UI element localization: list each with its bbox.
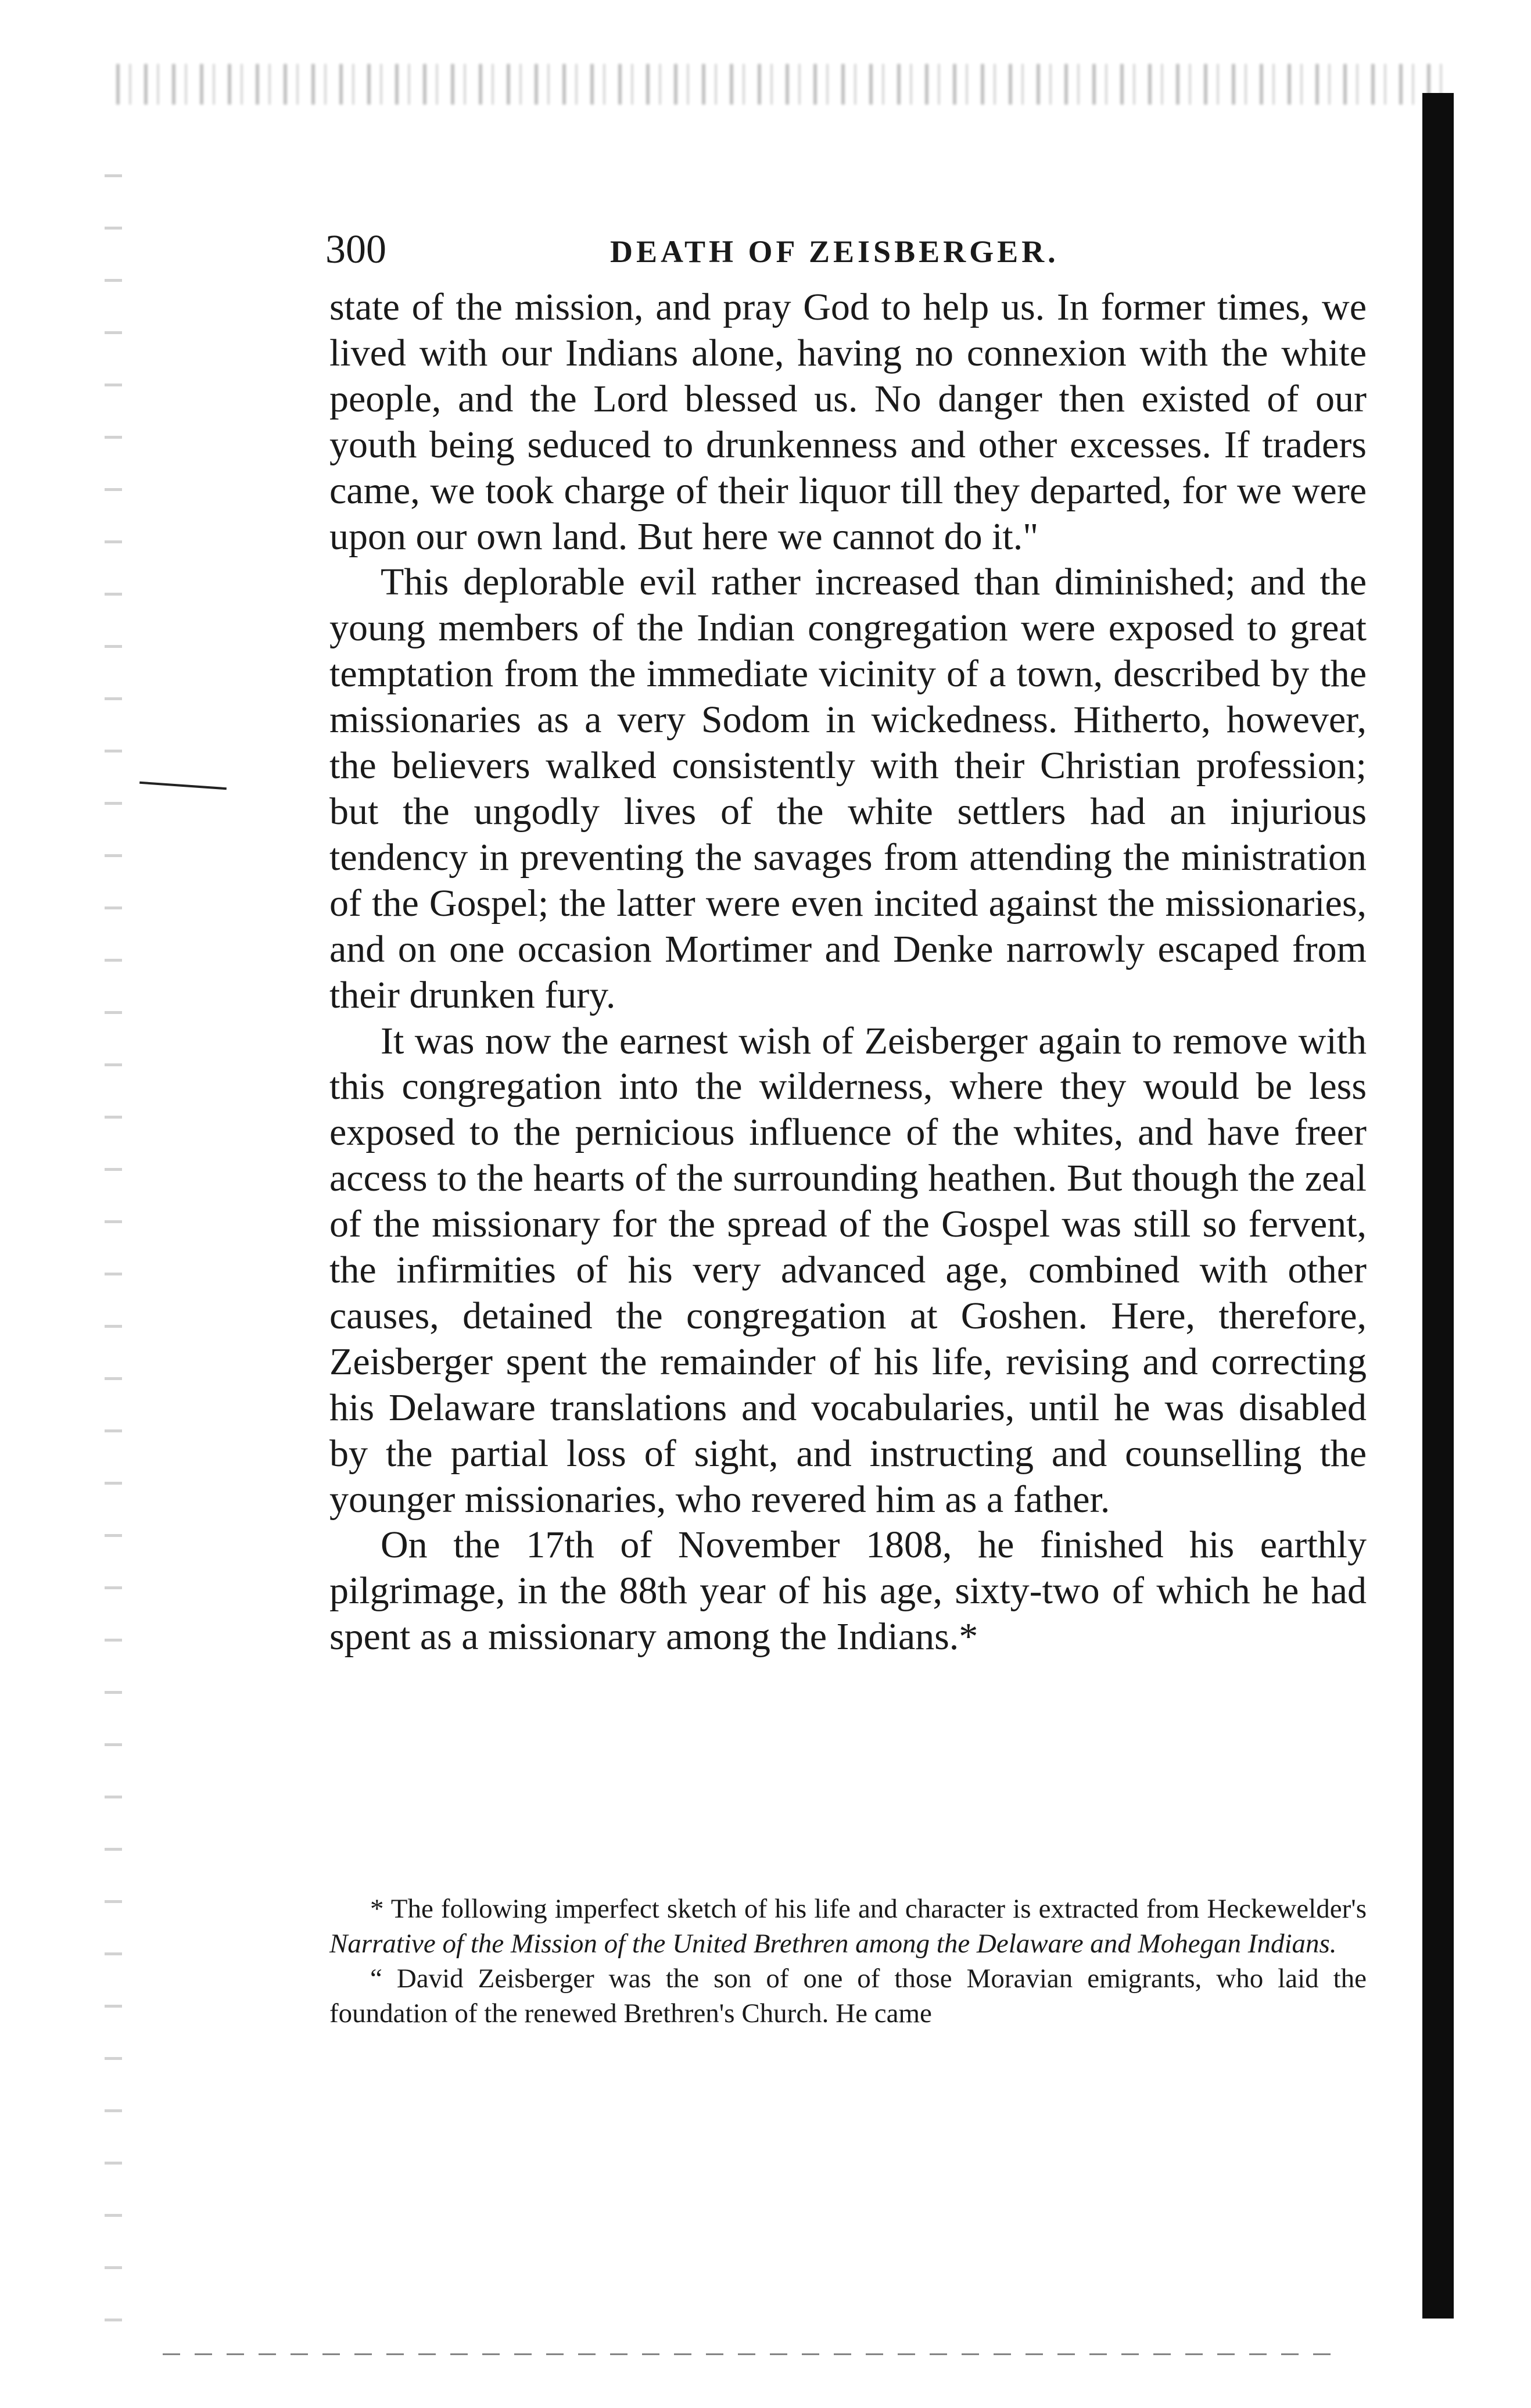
running-head bbox=[325, 224, 1371, 276]
page-number: 300 bbox=[325, 227, 386, 272]
footnotes bbox=[329, 1891, 1367, 2031]
footnote-1-lead: * The following imperfect sketch of his life and character is extracted from Heckewelder's bbox=[370, 1894, 1367, 1924]
binding-shadow-bar bbox=[1422, 93, 1454, 2319]
scan-bottom-rule bbox=[163, 2353, 1336, 2355]
footnote-1 bbox=[329, 1891, 1367, 1961]
paragraph-2: This deplorable evil rather increased than diminished; and the young members of the Indian congregation were exposed to great temptation from the immediate vicinity of a town, described by the missionaries as a very Sodom in wickedness. Hitherto, however, the believers walked consistently with their Christian profession; but the ungodly lives of the white settlers had an injurious tendency in preventing the savages from attending the ministration of the Gospel; the latter were even incited against the missionaries, and on one occasion Mortimer and Denke narrowly escaped from their drunken fury. bbox=[329, 561, 1367, 1016]
footnote-1-work-title: Narrative of the Mission of the United Brethren among the Delaware and Mohegan Indians. bbox=[329, 1929, 1337, 1959]
paragraph-1: state of the mission, and pray God to help us. In former times, we lived with our Indians alone, having no connexion with the white people, and the Lord blessed us. No danger then existed of our youth being seduced to drunkenness and other excesses. If traders came, we took charge of their liquor till they departed, for we were upon our own land. But here we cannot do it." bbox=[329, 286, 1367, 558]
scan-stray-mark bbox=[139, 782, 227, 790]
running-title: DEATH OF ZEISBERGER. bbox=[610, 234, 1059, 269]
scan-noise-left bbox=[105, 174, 122, 2324]
paragraph-4: On the 17th of November 1808, he finished his earthly pilgrimage, in the 88th year of his age, sixty-two of which he had spent as a missionary among the Indians.* bbox=[329, 1524, 1367, 1658]
scan-noise-top bbox=[116, 64, 1453, 105]
paragraph-3: It was now the earnest wish of Zeisberger again to remove with this congregation into the wilderness, where they would be less exposed to the pernicious influence of the whites, and have freer access to the hearts of the surrounding heathen. But though the zeal of the missionary for the spread of the Gospel was still so fervent, the infirmities of his very advanced age, combined with other causes, detained the congregation at Goshen. Here, therefore, Zeisberger spent the remainder of his life, revising and correcting his Delaware translations and vocabularies, until he was disabled by the partial loss of sight, and instructing and counselling the younger missionaries, who revered him as a father. bbox=[329, 1019, 1367, 1521]
body-text bbox=[329, 285, 1367, 1660]
footnote-2: “ David Zeisberger was the son of one of those Moravian emigrants, who laid the foundation of the renewed Brethren's Church. He came bbox=[329, 1963, 1367, 2029]
